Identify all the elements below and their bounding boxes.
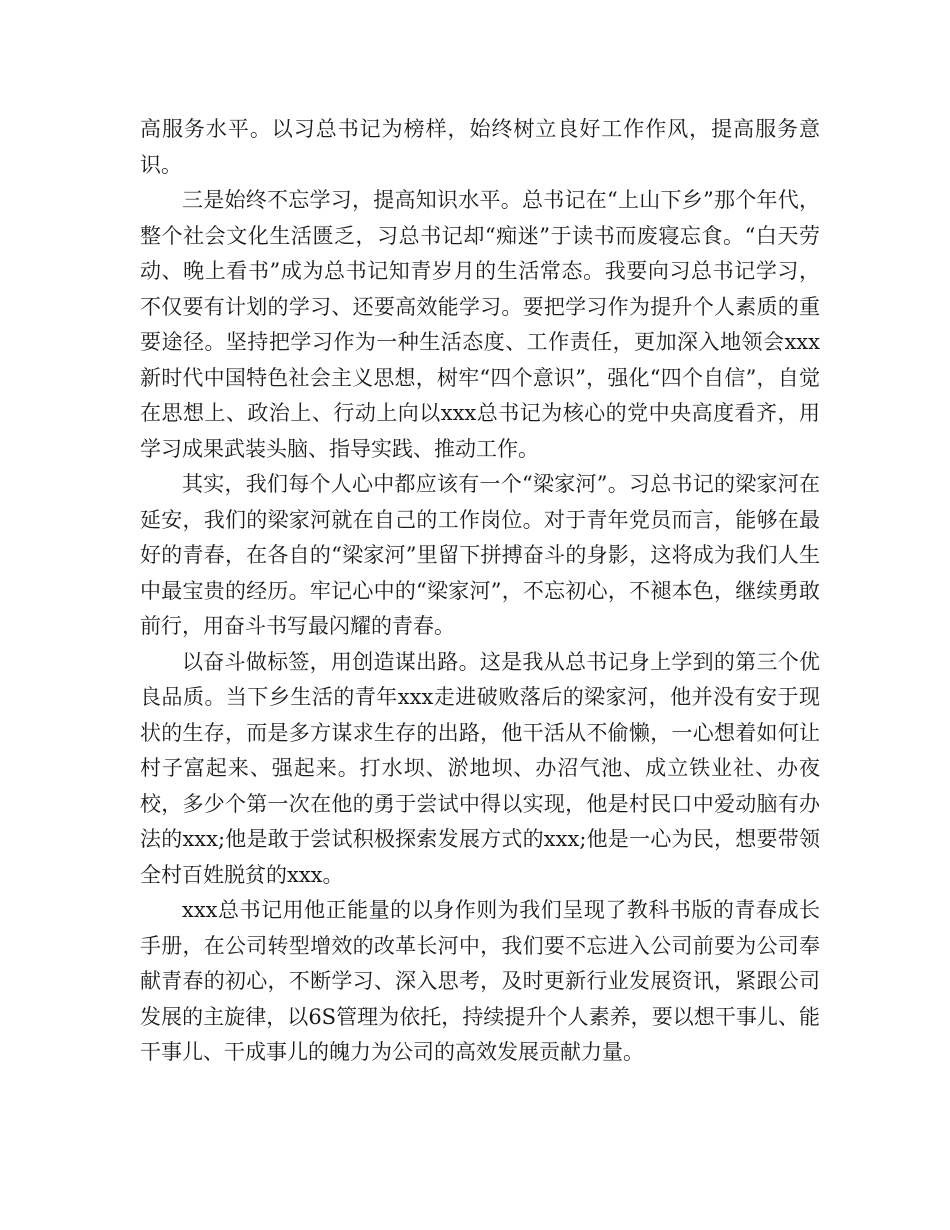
paragraph-5: xxx总书记用他正能量的以身作则为我们呈现了教科书版的青春成长手册，在公司转型增效的改革长河中，我们要不忘进入公司前要为公司奉献青春的初心，不断学习、深入思考，及时更新行业发展资讯，紧跟公司发展的主旋律，以6S管理为依托，持续提升个人素养，要以想干事儿、能干事儿、干成事儿的魄力为公司的高效发展贡献力量。 bbox=[140, 898, 820, 1064]
paragraph-1: 高服务水平。以习总书记为榜样，始终树立良好工作作风，提高服务意识。 bbox=[140, 117, 820, 177]
paragraph-2: 三是始终不忘学习，提高知识水平。总书记在“上山下乡”那个年代，整个社会文化生活匮乏，习总书记却“痴迷”于读书而废寝忘食。“白天劳动、晚上看书”成为总书记知青岁月的生活常态。我要向习总书记学习，不仅要有计划的学习、还要高效能学习。要把学习作为提升个人素质的重要途径。坚持把学习作为一种生活态度、工作责任，更加深入地领会xxx新时代中国特色社会主义思想，树牢“四个意识”，强化“四个自信”，自觉在思想上、政治上、行动上向以xxx总书记为核心的党中央高度看齐，用学习成果武装头脑、指导实践、推动工作。 bbox=[140, 188, 820, 461]
paragraph-4: 以奋斗做标签，用创造谋出路。这是我从总书记身上学到的第三个优良品质。当下乡生活的青年xxx走进破败落后的梁家河，他并没有安于现状的生存，而是多方谋求生存的出路，他干活从不偷懒，一心想着如何让村子富起来、强起来。打水坝、淤地坝、办沼气池、成立铁业社、办夜校，多少个第一次在他的勇于尝试中得以实现，他是村民口中爱动脑有办法的xxx;他是敢于尝试积极探索发展方式的xxx;他是一心为民，想要带领全村百姓脱贫的xxx。 bbox=[140, 649, 820, 887]
paragraph-3: 其实，我们每个人心中都应该有一个“梁家河”。习总书记的梁家河在延安，我们的梁家河就在自己的工作岗位。对于青年党员而言，能够在最好的青春，在各自的“梁家河”里留下拼搏奋斗的身影，这将成为我们人生中最宝贵的经历。牢记心中的“梁家河”，不忘初心，不褪本色，继续勇敢前行，用奋斗书写最闪耀的青春。 bbox=[140, 472, 820, 638]
document-body bbox=[140, 112, 820, 1071]
